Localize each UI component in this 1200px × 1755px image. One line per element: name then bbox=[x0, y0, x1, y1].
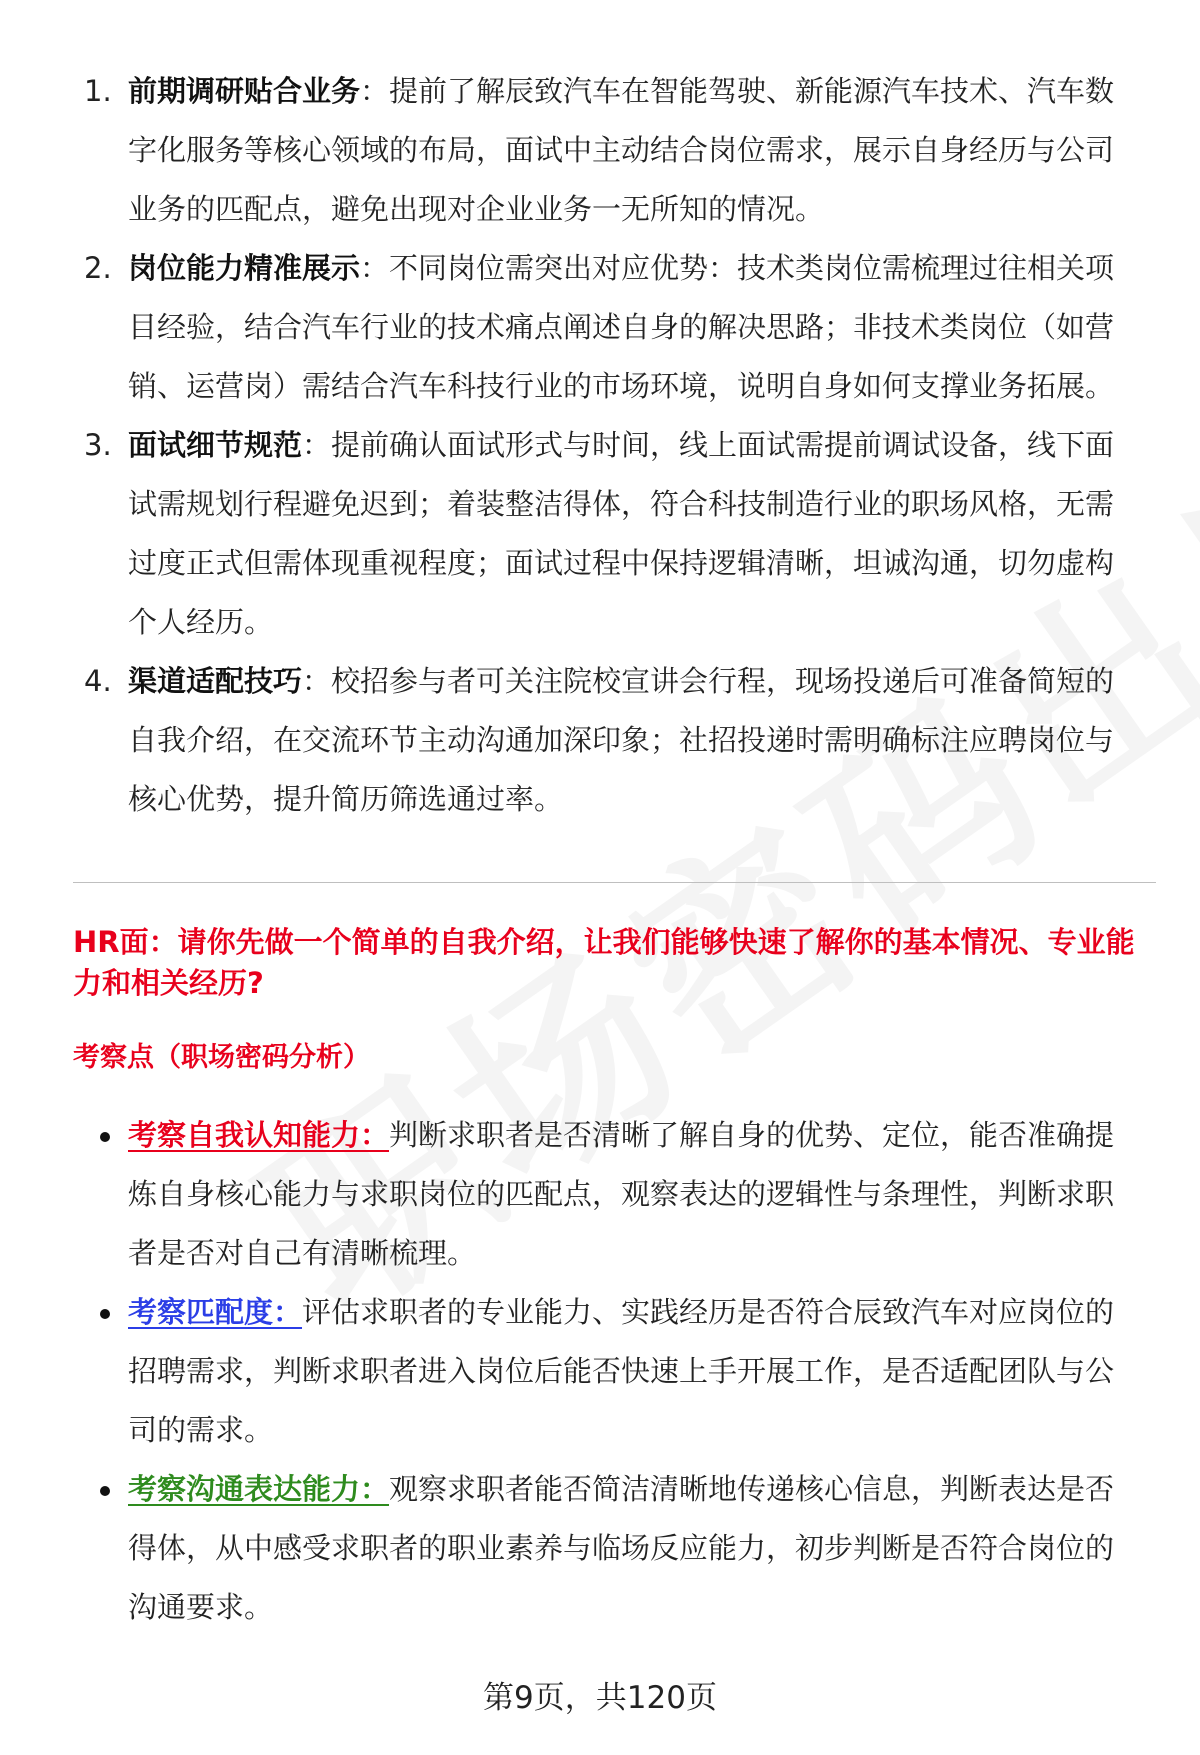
tip-body: ：提前了解辰致汽车在智能驾驶、新能源汽车技术、汽车数字化服务等核心领域的布局，面试中主动结合岗位需求，展示自身经历与公司业务的匹配点，避免出现对企业业务一无所知的情况。 bbox=[128, 74, 1115, 226]
tip-body: ：校招参与者可关注院校宣讲会行程，现场投递后可准备简短的自我介绍，在交流环节主动沟通加深印象；社招投递时需明确标注应聘岗位与核心优势，提升简历筛选通过率。 bbox=[128, 664, 1115, 816]
tip-title: 岗位能力精准展示 bbox=[128, 251, 361, 285]
list-item bbox=[78, 1283, 1142, 1460]
tip-title: 渠道适配技巧 bbox=[128, 664, 303, 698]
point-keyword: 考察沟通表达能力： bbox=[128, 1472, 390, 1506]
point-body: 评估求职者的专业能力、实践经历是否符合辰致汽车对应岗位的招聘需求，判断求职者进入岗位后能否快速上手开展工作，是否适配团队与公司的需求。 bbox=[128, 1295, 1115, 1447]
point-keyword: 考察匹配度： bbox=[128, 1295, 303, 1329]
list-item bbox=[78, 652, 1142, 829]
bullet-icon bbox=[100, 1309, 110, 1319]
bullet-icon bbox=[100, 1132, 110, 1142]
interview-question: HR面：请你先做一个简单的自我介绍，让我们能够快速了解你的基本情况、专业能力和相关经历? bbox=[73, 925, 1135, 1000]
tip-body: ：提前确认面试形式与时间，线上面试需提前调试设备，线下面试需规划行程避免迟到；着装整洁得体，符合科技制造行业的职场风格，无需过度正式但需体现重视程度；面试过程中保持逻辑清晰，坦诚沟通，切勿虚构个人经历。 bbox=[128, 428, 1115, 639]
list-item bbox=[78, 239, 1142, 416]
point-keyword: 考察自我认知能力： bbox=[128, 1118, 390, 1152]
list-number: 2. bbox=[84, 251, 112, 285]
tip-title: 面试细节规范 bbox=[128, 428, 303, 462]
tip-title: 前期调研贴合业务 bbox=[128, 74, 361, 108]
list-number: 4. bbox=[84, 664, 112, 698]
bullet-icon bbox=[100, 1486, 110, 1496]
section-divider bbox=[73, 882, 1156, 883]
list-item bbox=[78, 1106, 1142, 1283]
list-item bbox=[78, 416, 1142, 652]
tip-body: ：不同岗位需突出对应优势：技术类岗位需梳理过往相关项目经验，结合汽车行业的技术痛点阐述自身的解决思路；非技术类岗位（如营销、运营岗）需结合汽车科技行业的市场环境，说明自身如何支撑业务拓展。 bbox=[128, 251, 1115, 403]
list-item bbox=[78, 62, 1142, 239]
list-number: 1. bbox=[84, 74, 112, 108]
tips-list bbox=[78, 62, 1142, 829]
point-body: 判断求职者是否清晰了解自身的优势、定位，能否准确提炼自身核心能力与求职岗位的匹配点，观察表达的逻辑性与条理性，判断求职者是否对自己有清晰梳理。 bbox=[128, 1118, 1115, 1270]
exam-points-heading: 考察点（职场密码分析） bbox=[73, 1042, 370, 1073]
exam-points-list bbox=[78, 1106, 1142, 1637]
point-body: 观察求职者能否简洁清晰地传递核心信息，判断表达是否得体，从中感受求职者的职业素养与临场反应能力，初步判断是否符合岗位的沟通要求。 bbox=[128, 1472, 1115, 1624]
list-item bbox=[78, 1460, 1142, 1637]
page-number-footer: 第9页，共120页 bbox=[483, 1680, 717, 1716]
list-number: 3. bbox=[84, 428, 112, 462]
